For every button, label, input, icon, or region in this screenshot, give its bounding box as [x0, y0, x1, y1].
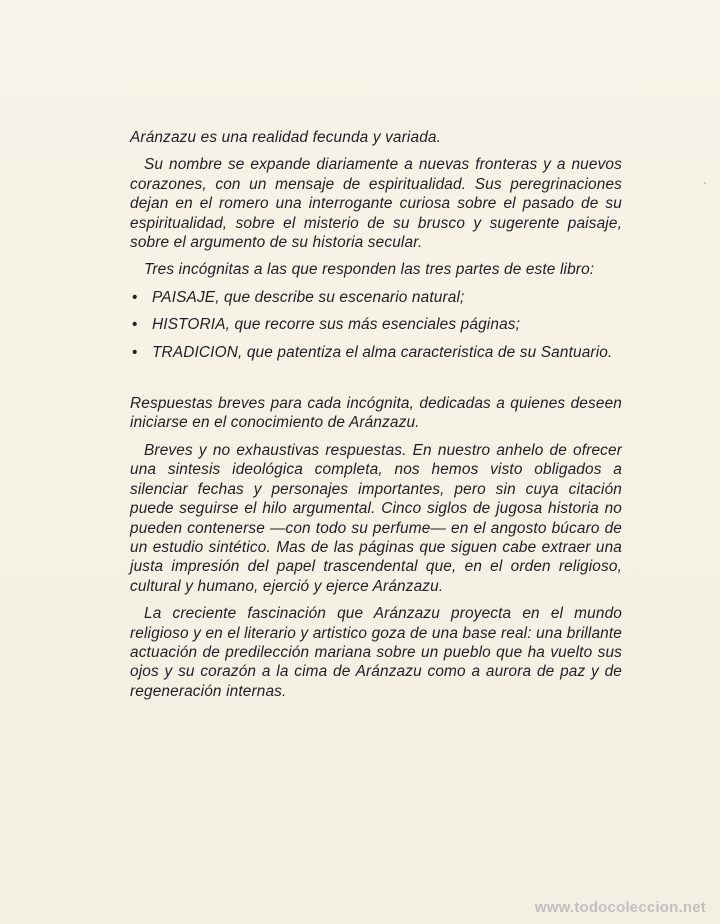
paragraph-1: Su nombre se expande diariamente a nuevas fronteras y a nuevos corazones, con un mensaje de espiritualidad. Sus peregrinaciones dejan en el romero una interrogante curiosa sobre el pasado de su espiritualidad, sobre el misterio de su brusco y sugerente paisaje, sobre el argumento de su historia secular.	[130, 156, 622, 252]
bullet-item-tradicion	[130, 343, 622, 362]
bullet-text: TRADICION, que patentiza el alma caracteristica de su Santuario.	[152, 343, 613, 361]
bullet-icon: •	[132, 343, 138, 361]
watermark: www.todocoleccion.net	[534, 899, 706, 916]
bullet-icon: •	[132, 316, 138, 334]
intro-line: Aránzazu es una realidad fecunda y variada.	[130, 129, 442, 146]
paragraph-2: Tres incógnitas a las que responden las tres partes de este libro:	[144, 261, 595, 279]
bullet-icon: •	[132, 288, 138, 306]
paragraph-4: Breves y no exhaustivas respuestas. En nuestro anhelo de ofrecer una sintesis ideológica completa, nos hemos visto obligados a silenciar fechas y personajes importantes, pero sin cuya citación puede seguirse el hilo argumental. Cinco siglos de jugosa historia no pueden contenerse —con todo su perfume— en el angosto búcaro de un estudio sintético. Mas de las páginas que siguen cabe extraer una justa impresión del papel trascendental que, en el orden religioso, cultural y humano, ejerció y ejerce Aránzazu.	[130, 441, 622, 595]
bullet-item-historia	[130, 315, 622, 334]
section-gap	[130, 370, 622, 394]
paragraph-3: Respuestas breves para cada incógnita, dedicadas a quienes deseen iniciarse en el conocimiento de Aránzazu.	[130, 395, 622, 432]
bullet-text: PAISAJE, que describe su escenario natural;	[152, 288, 465, 306]
page-text	[130, 128, 622, 709]
paper-speck	[704, 182, 706, 184]
paragraph-5: La creciente fascinación que Aránzazu proyecta en el mundo religioso y en el literario y artistico goza de una base real: una brillante actuación de predilección mariana sobre un pueblo que ha vuelto sus ojos y su corazón a la cima de Aránzazu como a aurora de paz y de regeneración internas.	[130, 605, 622, 700]
bullet-item-paisaje	[130, 288, 622, 307]
bullet-list	[130, 288, 622, 362]
bullet-text: HISTORIA, que recorre sus más esenciales páginas;	[152, 316, 521, 334]
